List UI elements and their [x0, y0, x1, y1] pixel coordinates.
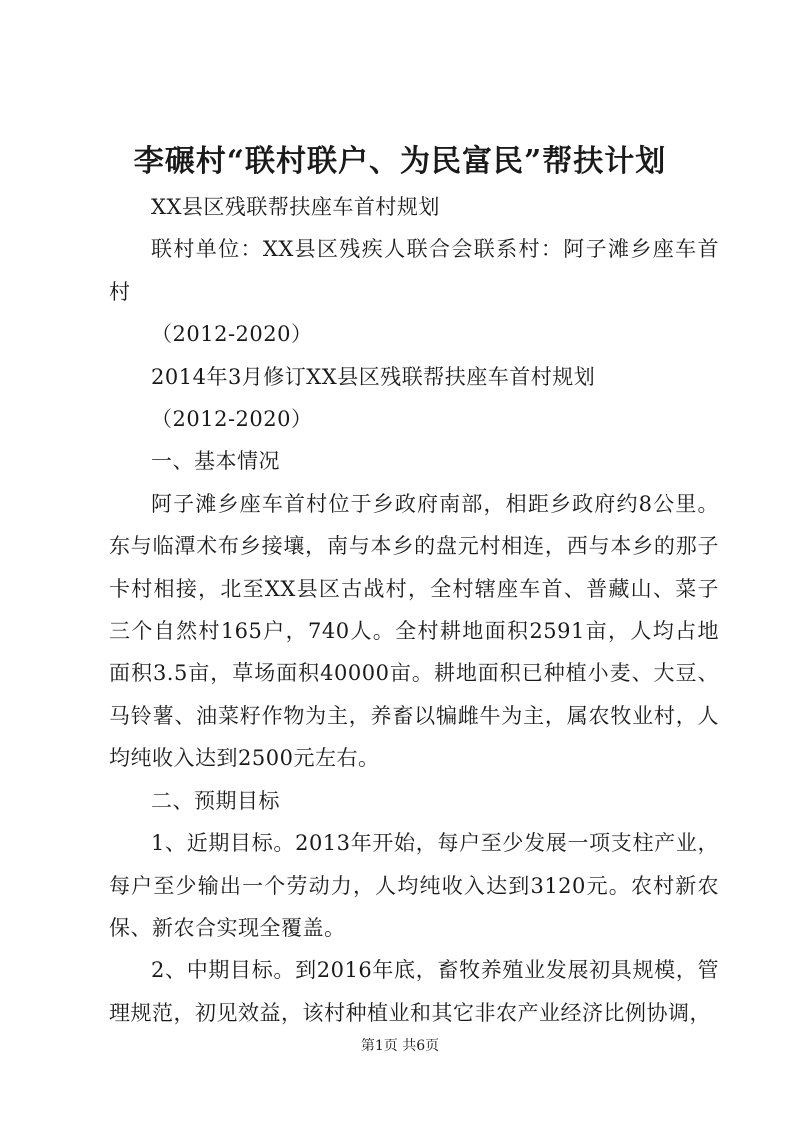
- paragraph-period-2: （2012-2020）: [151, 407, 313, 432]
- paragraph-revision: 2014年3月修订XX县区残联帮扶座车首村规划: [151, 364, 596, 389]
- paragraph-plan-name: XX县区残联帮扶座车首村规划: [151, 195, 440, 219]
- section-heading-goals: 二、预期目标: [151, 788, 280, 813]
- paragraph-period: （2012-2020）: [151, 322, 313, 347]
- paragraph-short-term-goal: 1、近期目标。2013年开始，每户至少发展一项支柱产业，每户至少输出一个劳动力，人均纯收入达到3120元。农村新农保、新农合实现全覆盖。: [109, 831, 719, 940]
- paragraph-mid-term-goal: 2、中期目标。到2016年底，畜牧养殖业发展初具规模，管理规范，初见效益，该村种植业和其它非农产业经济比例协调，: [109, 958, 719, 1025]
- document-body: [109, 186, 719, 1034]
- paragraph-contact-unit: 联村单位：XX县区残疾人联合会联系村：阿子滩乡座车首村: [109, 237, 719, 304]
- paragraph-basic-info: 阿子滩乡座车首村位于乡政府南部，相距乡政府约8公里。东与临潭术布乡接壤，南与本乡的盘元村相连，西与本乡的那子卡村相接，北至XX县区古战村，全村辖座车首、普藏山、菜子三个自然村165户，740人。全村耕地面积2591亩，人均占地面积3.5亩，草场面积40000亩。耕地面积已种植小麦、大豆、马铃薯、油菜籽作物为主，养畜以犏雌牛为主，属农牧业村，人均纯收入达到2500元左右。: [109, 491, 719, 771]
- section-heading-basic-info: 一、基本情况: [151, 449, 280, 474]
- document-title: 李碾村“联村联户、为民富民”帮扶计划: [133, 144, 667, 179]
- page-footer: 第1页 共6页: [360, 1038, 440, 1054]
